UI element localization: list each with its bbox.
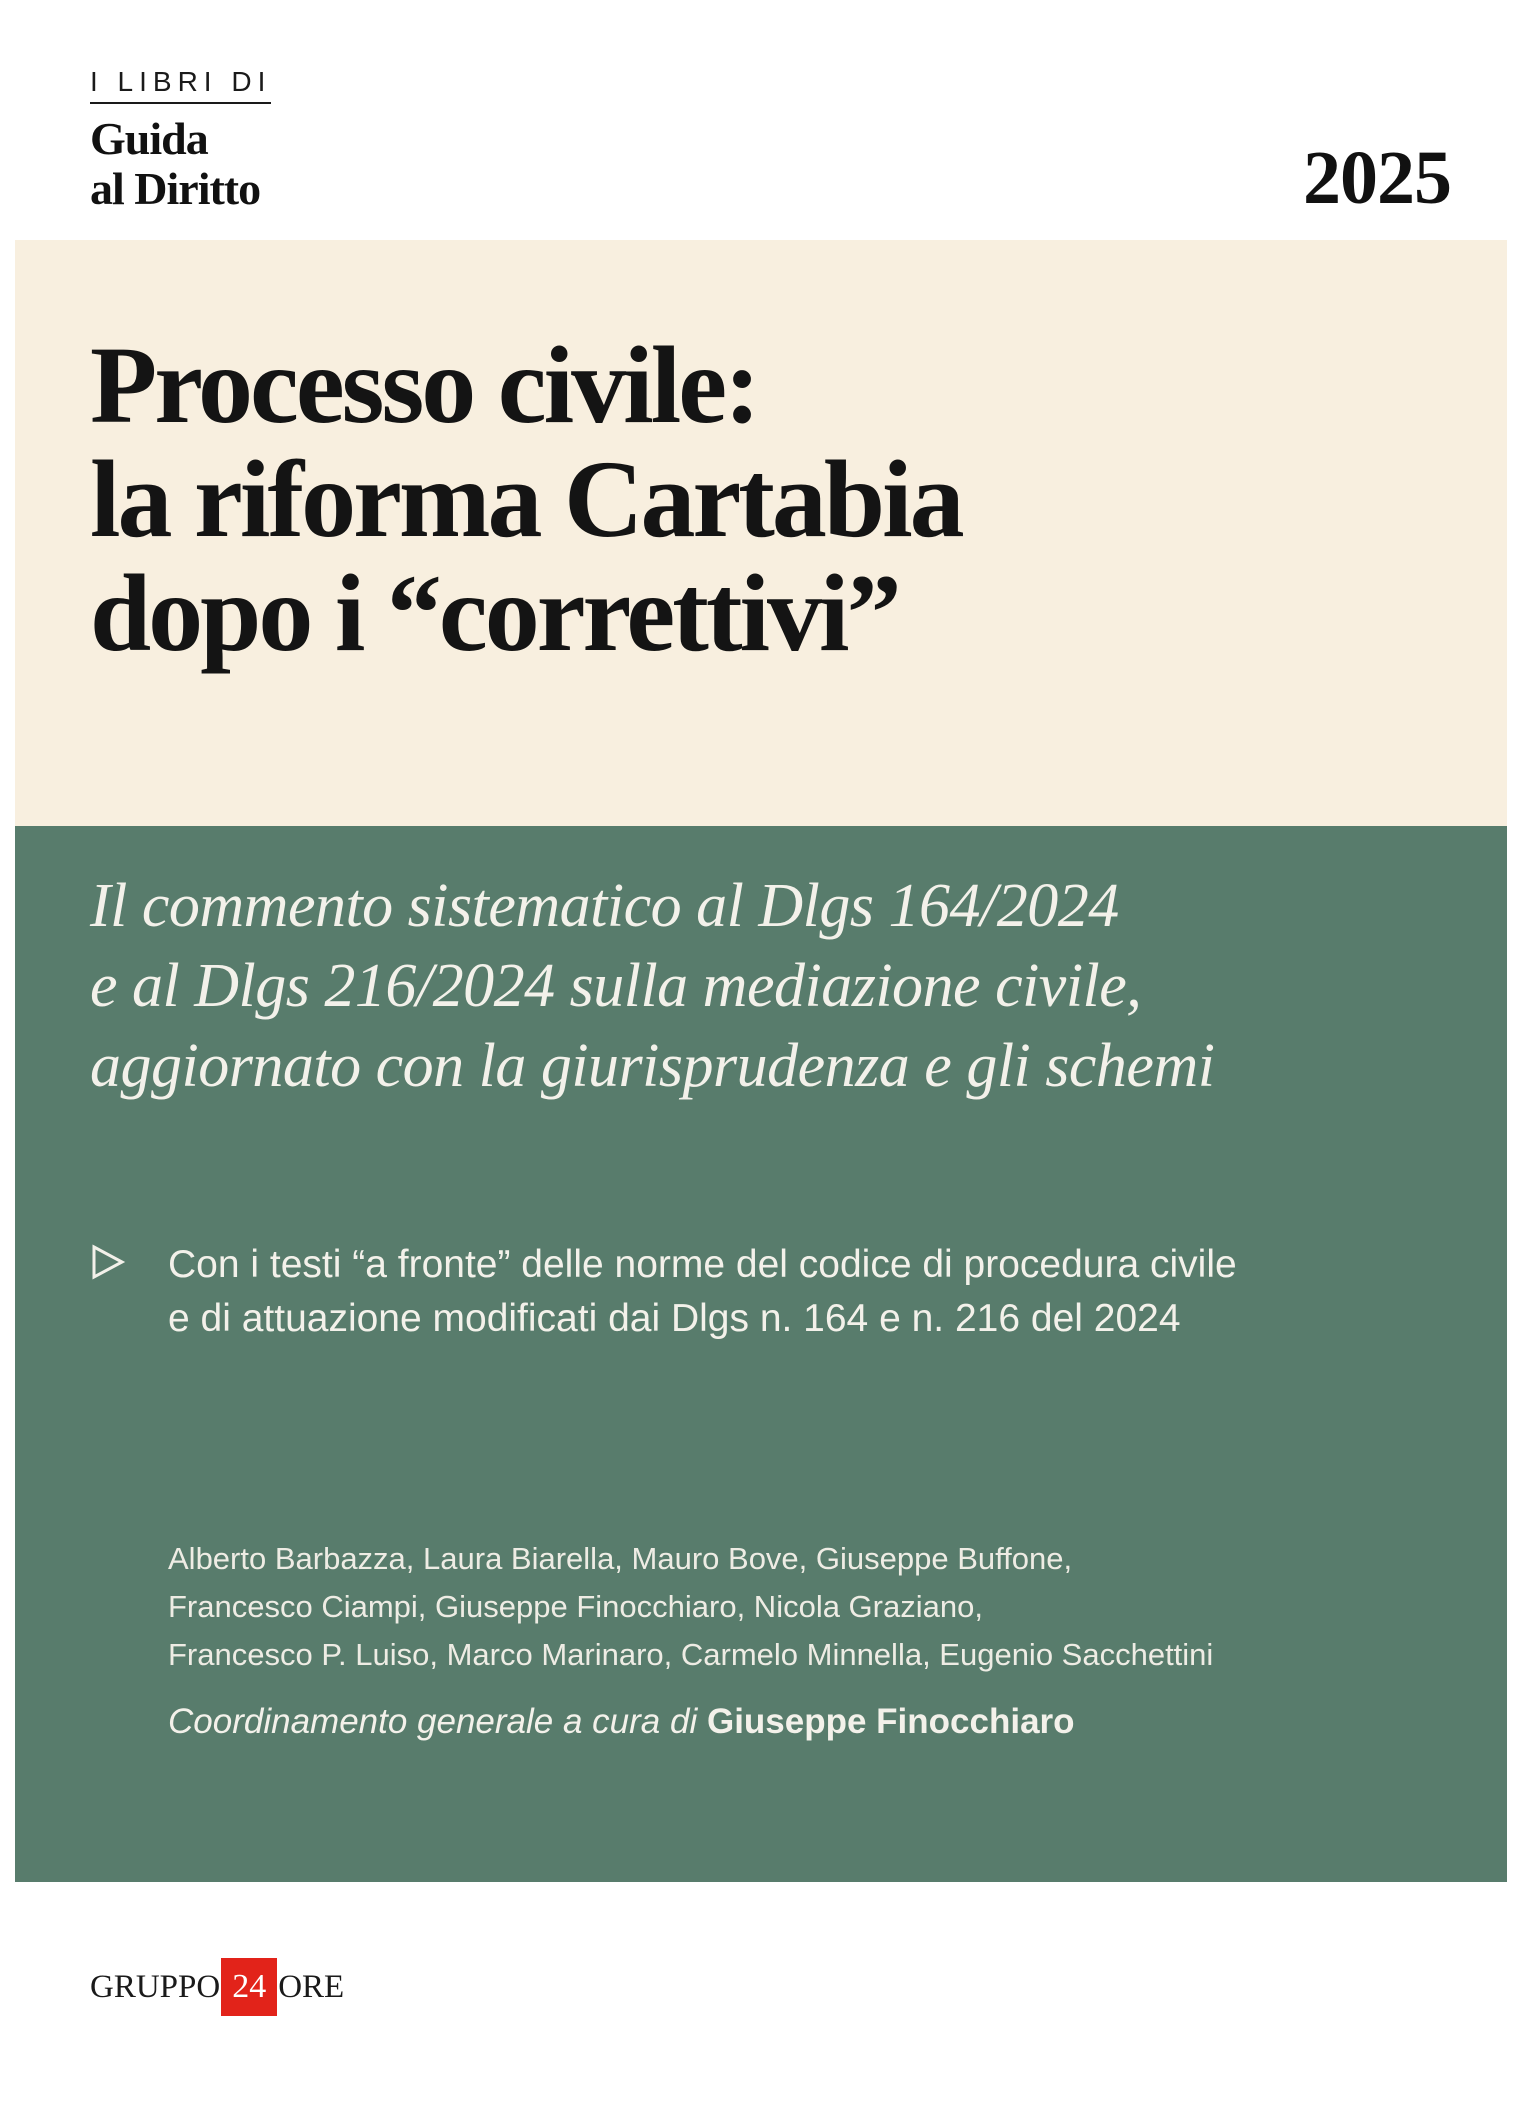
brand-line-2: al Diritto [90, 163, 261, 214]
authors-line-2: Francesco Ciampi, Giuseppe Finocchiaro, Nicola Graziano, [168, 1589, 983, 1624]
feature-line-2: e di attuazione modificati dai Dlgs n. 164 e n. 216 del 2024 [168, 1297, 1181, 1340]
publisher-text-left: GRUPPO [90, 1968, 221, 2005]
feature-line-1: Con i testi “a fronte” delle norme del codice di procedura civile [168, 1243, 1237, 1286]
brand-logo [90, 114, 260, 214]
coordinator-name: Giuseppe Finocchiaro [706, 1702, 1075, 1741]
authors-line-3: Francesco P. Luiso, Marco Marinaro, Carmelo Minnella, Eugenio Sacchettini [168, 1637, 1214, 1672]
title-line-3: dopo i “correttivi” [90, 552, 899, 674]
title-line-2: la riforma Cartabia [90, 438, 962, 560]
edition-year: 2025 [1303, 136, 1451, 220]
feature-text [168, 1238, 1237, 1346]
subtitle-line-1: Il commento sistematico al Dlgs 164/2024 [90, 872, 1119, 940]
authors-line-1: Alberto Barbazza, Laura Biarella, Mauro Bove, Giuseppe Buffone, [168, 1541, 1073, 1576]
publisher-logo [90, 1958, 344, 2016]
subtitle-line-2: e al Dlgs 216/2024 sulla mediazione civile, [90, 952, 1142, 1020]
publisher-24-box: 24 [221, 1958, 277, 2016]
brand-line-1: Guida [90, 113, 208, 164]
publisher-text-right: ORE [278, 1968, 345, 2005]
coordination-label: Coordinamento generale a cura di [168, 1702, 698, 1741]
subtitle [90, 866, 1214, 1106]
coordination-credit [168, 1700, 1075, 1744]
author-list [168, 1535, 1213, 1679]
book-title [90, 324, 962, 674]
triangle-right-icon [90, 1244, 126, 1280]
series-label: I LIBRI DI [90, 66, 271, 104]
subtitle-line-3: aggiornato con la giurisprudenza e gli schemi [90, 1032, 1215, 1100]
title-line-1: Processo civile: [90, 324, 758, 446]
